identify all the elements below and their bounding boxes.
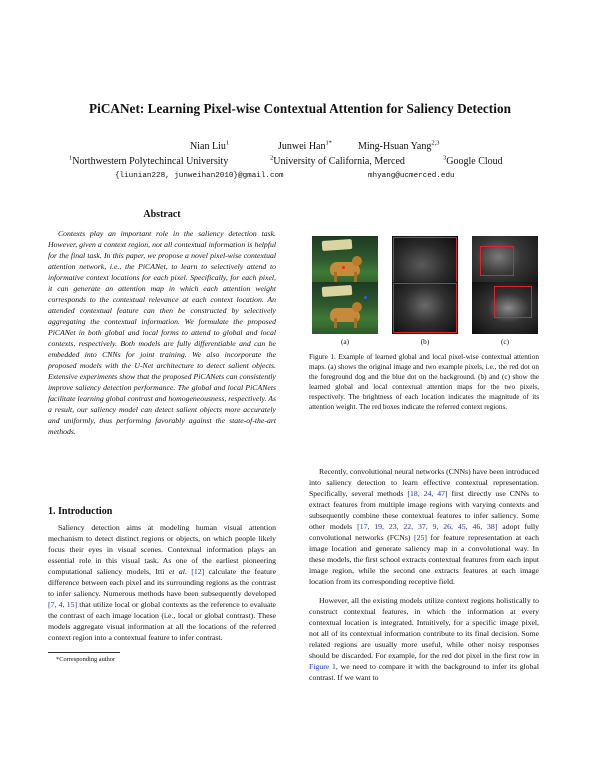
introduction-heading: 1. Introduction [48,506,113,517]
dog-head-shape [352,302,362,312]
figure-reference-link[interactable]: Figure 1 [309,662,336,671]
introduction-paragraph: Saliency detection aims at modeling human visual attention mechanism to detect distinct regions or objects, on which people likely focus their eyes in visual scenes. Contextual information plays an essential role in this visual task. As one of the earliest pioneering computational saliency models, Itti et al. [12] calculate the feature difference between each pixel and its surrounding regions as the contrast to infer saliency. Numerous methods have been subsequently developed [7, 4, 15] that utilize local or global contexts as the reference to evaluate the contrast of each image location (i.e., local or global contrast). These models aggregate visual information at all the locations of the referred context region into a contextual feature to infer contrast. [48,523,277,642]
affiliation: $^3$Google Cloud [443,154,503,167]
figure-global-attention-map [392,282,458,334]
figure-original-image [312,236,378,288]
email: {liunian228, junweihan2010}@gmail.com [115,172,284,180]
footnote-divider [48,652,120,653]
right-column-text [309,466,539,683]
figure-caption: Figure 1. Example of learned global and local pixel-wise contextual attention maps. (a) shows the original image and two example pixels, i.e., the red dot on the foreground dog and the blue dot on the background. (b) and (c) show the learned global and local contextual attention maps for the two pixels, respectively. The brightness of each location indicates the magnitude of its attention weight. The red boxes indicate the referred context regions. [309,353,539,411]
dog-leg-shape [334,318,337,328]
figure-original-image [312,282,378,334]
red-dot-marker [342,266,345,269]
citation-link[interactable]: [18, 24, 47] [407,489,448,498]
figure-panel-label: (b) [420,337,430,346]
banner-shape [322,239,353,251]
paper-title: PiCANet: Learning Pixel-wise Contextual Attention for Saliency Detection [89,101,511,116]
author-name: Nian Liu$^1$ [190,139,230,152]
dog-head-shape [352,256,362,266]
body-paragraph: Recently, convolutional neural networks (CNNs) have been introduced into saliency detection to learn effective contextual representation. Specifically, several methods [18, 24, 47] first directly use CNNs to extract features from multiple image regions with varying contexts and subsequently combine these contextual features to infer saliency. Some other models [17, 19, 23, 22, 37, 9, 26, 45, 46, 38] adopt fully convolutional networks (FCNs) [25] for feature representation at each image location and generate saliency map in a convolutional way. In these models, the first school extracts contextual features from each input image region, while the second one extracts features at each image location from its corresponding receptive field. [309,467,540,586]
context-region-box [480,246,514,276]
figure-global-attention-map [392,236,458,288]
figure-1 [312,236,540,348]
dog-leg-shape [354,318,357,328]
context-region-box [393,237,457,287]
author-name: Ming-Hsuan Yang$^{2,3}$ [358,139,440,152]
affiliation: $^1$Northwestern Polytechincal University [69,154,229,167]
figure-local-attention-map [472,282,538,334]
author-name: Junwei Han$^{1*}$ [278,139,332,152]
affiliation: $^2$University of California, Merced [270,154,405,167]
email: mhyang@ucmerced.edu [368,172,455,180]
banner-shape [322,285,353,297]
figure-panel-label: (c) [500,337,510,346]
figure-panel-label: (a) [340,337,350,346]
citation-link[interactable]: [17, 19, 23, 22, 37, 9, 26, 45, 46, 38] [357,522,498,531]
abstract-heading: Abstract [143,209,181,220]
dog-leg-shape [334,272,337,282]
context-region-box [494,286,532,318]
abstract-text: Contexts play an important role in the saliency detection task. However, given a context region, not all contextual information is helpful for the final task. In this paper, we propose a novel pixel-wise contextual attention network, i.e., the PiCANet, to learn to selectively attend to informative context locations for each pixel. Specifically, for each pixel, it can generate an attention map in which each attention weight corresponds to the contextual relevance at each context location. An attended contextual feature can then be constructed by selectively aggregating the contextual information. We formulate the proposed PiCANet in both global and local forms to attend to global and local contexts, respectively. Both models are fully differentiable and can be embedded into CNNs for joint training. We also incorporate the proposed models with the U-Net architecture to detect salient objects. Extensive experiments show that the proposed PiCANets can consistently improve saliency detection performance. The global and local PiCANets facilitate learning global contrast and homogeneousness, respectively. As a result, our saliency model can detect salient objects more accurately and uniformly, thus performing favorably against the state-of-the-art methods. [48,229,276,436]
blue-dot-marker [364,296,367,299]
dog-leg-shape [354,272,357,282]
body-paragraph: However, all the existing models utilize context regions holistically to construct contextual features, in which the information at every contextual location is integrated. Intuitively, for a specific image pixel, not all of its contextual information contribute to its final decision. Some related regions are usually more useful, while other noisy responses should be discarded. For example, for the red dot pixel in the first row in Figure 1, we need to compare it with the background to infer its global contrast. If we want to [309,596,539,682]
footnote: *Corresponding author [56,656,116,663]
figure-local-attention-map [472,236,538,288]
citation-link[interactable]: [7, 4, 15] [48,600,78,609]
context-region-box [393,283,457,333]
citation-link[interactable]: [12] [191,567,205,576]
citation-link[interactable]: [25] [414,533,427,542]
